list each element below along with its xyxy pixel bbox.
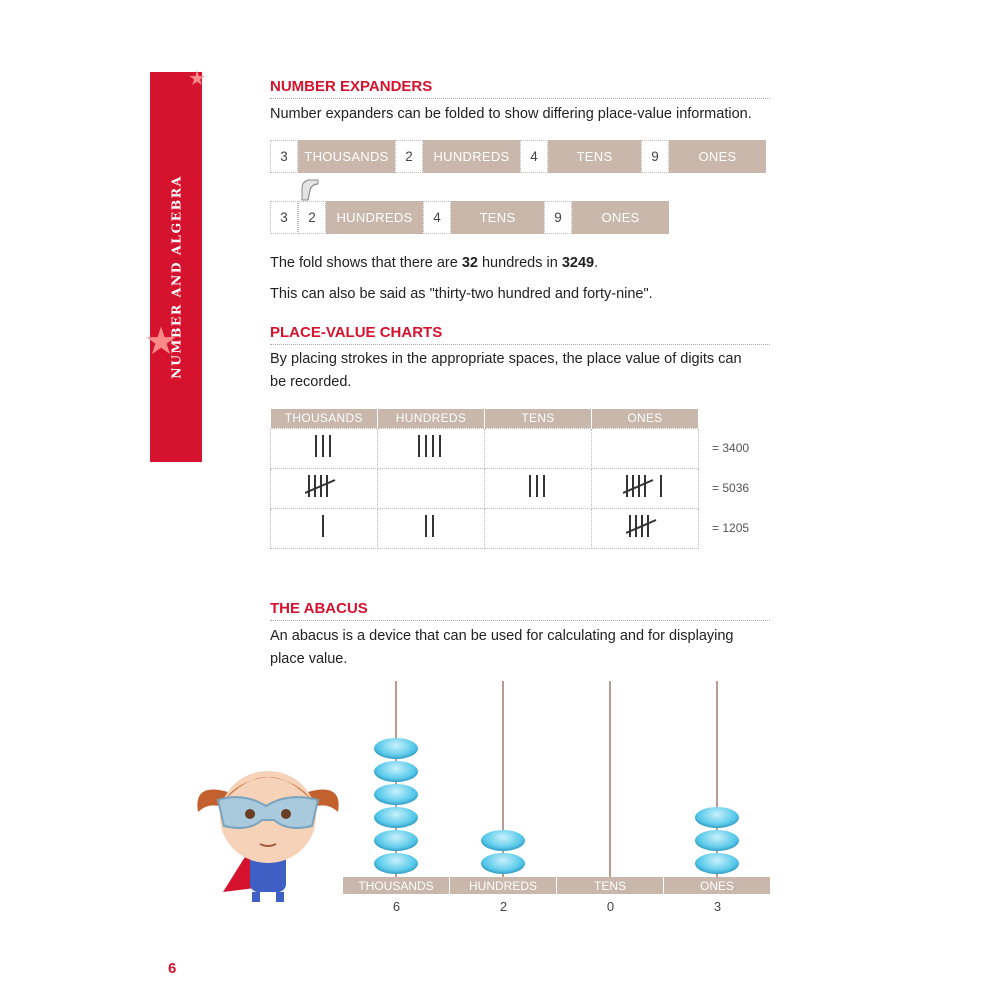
- pv-cell: [592, 508, 699, 548]
- side-band: [144, 66, 206, 462]
- tally-strokes: [623, 472, 668, 500]
- expander-row-full: [270, 140, 766, 173]
- pv-result: = 3400: [712, 441, 750, 455]
- bold-3249: 3249: [561, 255, 595, 271]
- abacus-labels: [343, 877, 771, 894]
- expander-digit: 9: [544, 201, 572, 234]
- abacus-bead: [695, 853, 739, 874]
- pv-cell: [485, 508, 592, 548]
- abacus-bead: [481, 830, 525, 851]
- chapter-label: NUMBER AND ALGEBRA: [168, 175, 184, 379]
- abacus-column-value: 3: [713, 899, 722, 914]
- abacus-bead: [374, 761, 418, 782]
- fold-icon: [300, 178, 320, 202]
- expanders-heading: NUMBER EXPANDERS: [270, 78, 770, 99]
- pv-cell: [378, 468, 485, 508]
- abacus-column-label: THOUSANDS: [343, 877, 450, 894]
- pv-column-header: TENS: [485, 409, 592, 428]
- pv-cell: [378, 508, 485, 548]
- pv-cell: [271, 468, 378, 508]
- expander-place-label: HUNDREDS: [326, 201, 423, 234]
- tally-strokes: [626, 512, 664, 540]
- expander-digit: 3: [270, 201, 298, 234]
- expander-digit: 4: [520, 140, 548, 173]
- expander-row-folded: [270, 201, 669, 234]
- abacus-bead: [695, 830, 739, 851]
- pv-heading: PLACE-VALUE CHARTS: [270, 324, 770, 345]
- also-said-text: This can also be said as "thirty-two hundred and forty-nine".: [270, 286, 653, 302]
- abacus-column-value: 2: [499, 899, 508, 914]
- pv-cell: [378, 428, 485, 468]
- abacus-bead: [374, 784, 418, 805]
- abacus-bead: [374, 853, 418, 874]
- pv-result: = 1205: [712, 521, 750, 535]
- pv-cell: [592, 468, 699, 508]
- expander-place-label: ONES: [669, 140, 766, 173]
- abacus-values: [343, 899, 771, 914]
- page-number: 6: [168, 960, 177, 977]
- pv-cell: [271, 508, 378, 548]
- abacus-column-label: ONES: [664, 877, 771, 894]
- expander-digit: 3: [270, 140, 298, 173]
- pv-cell: [485, 468, 592, 508]
- expander-digit: 9: [641, 140, 669, 173]
- pv-row: [271, 428, 699, 468]
- tally-strokes: [422, 512, 440, 540]
- abacus-column-value: 0: [606, 899, 615, 914]
- abacus-column-label: TENS: [557, 877, 664, 894]
- tally-strokes: [319, 512, 330, 540]
- expander-place-label: TENS: [451, 201, 544, 234]
- expander-place-label: TENS: [548, 140, 641, 173]
- abacus-column-label: HUNDREDS: [450, 877, 557, 894]
- abacus-heading: THE ABACUS: [270, 600, 770, 621]
- pv-cell: [592, 428, 699, 468]
- abacus-column-value: 6: [392, 899, 401, 914]
- tally-strokes: [415, 432, 447, 460]
- pv-column-header: ONES: [592, 409, 699, 428]
- expander-digit: 4: [423, 201, 451, 234]
- expander-digit: 2: [298, 201, 326, 234]
- abacus-bead: [374, 738, 418, 759]
- superhero-girl-illustration: [188, 752, 348, 902]
- place-value-chart: [270, 409, 699, 549]
- tally-strokes: [526, 472, 551, 500]
- expander-place-label: ONES: [572, 201, 669, 234]
- pv-cell: [271, 428, 378, 468]
- fold-explanation: The fold shows that there are 32 hundreds in 3249.: [270, 255, 599, 271]
- pv-row: [271, 508, 699, 548]
- expander-place-label: HUNDREDS: [423, 140, 520, 173]
- expanders-intro: Number expanders can be folded to show differing place-value information.: [270, 106, 752, 122]
- abacus-bead: [374, 807, 418, 828]
- star-icon: ★: [144, 319, 179, 363]
- bold-32: 32: [461, 255, 478, 271]
- tally-strokes: [312, 432, 337, 460]
- expander-digit: 2: [395, 140, 423, 173]
- abacus-rod: [609, 681, 611, 877]
- abacus-intro: An abacus is a device that can be used for calculating and for displaying place value.: [270, 628, 734, 667]
- pv-result: = 5036: [712, 481, 750, 495]
- tally-strokes: [305, 472, 343, 500]
- star-icon: ★: [188, 66, 206, 90]
- pv-row: [271, 468, 699, 508]
- abacus-bead: [374, 830, 418, 851]
- pv-column-header: HUNDREDS: [378, 409, 485, 428]
- abacus-bead: [695, 807, 739, 828]
- expander-place-label: THOUSANDS: [298, 140, 395, 173]
- pv-cell: [485, 428, 592, 468]
- pv-intro: By placing strokes in the appropriate spaces, the place value of digits can be recorded.: [270, 351, 742, 390]
- abacus-bead: [481, 853, 525, 874]
- pv-column-header: THOUSANDS: [271, 409, 378, 428]
